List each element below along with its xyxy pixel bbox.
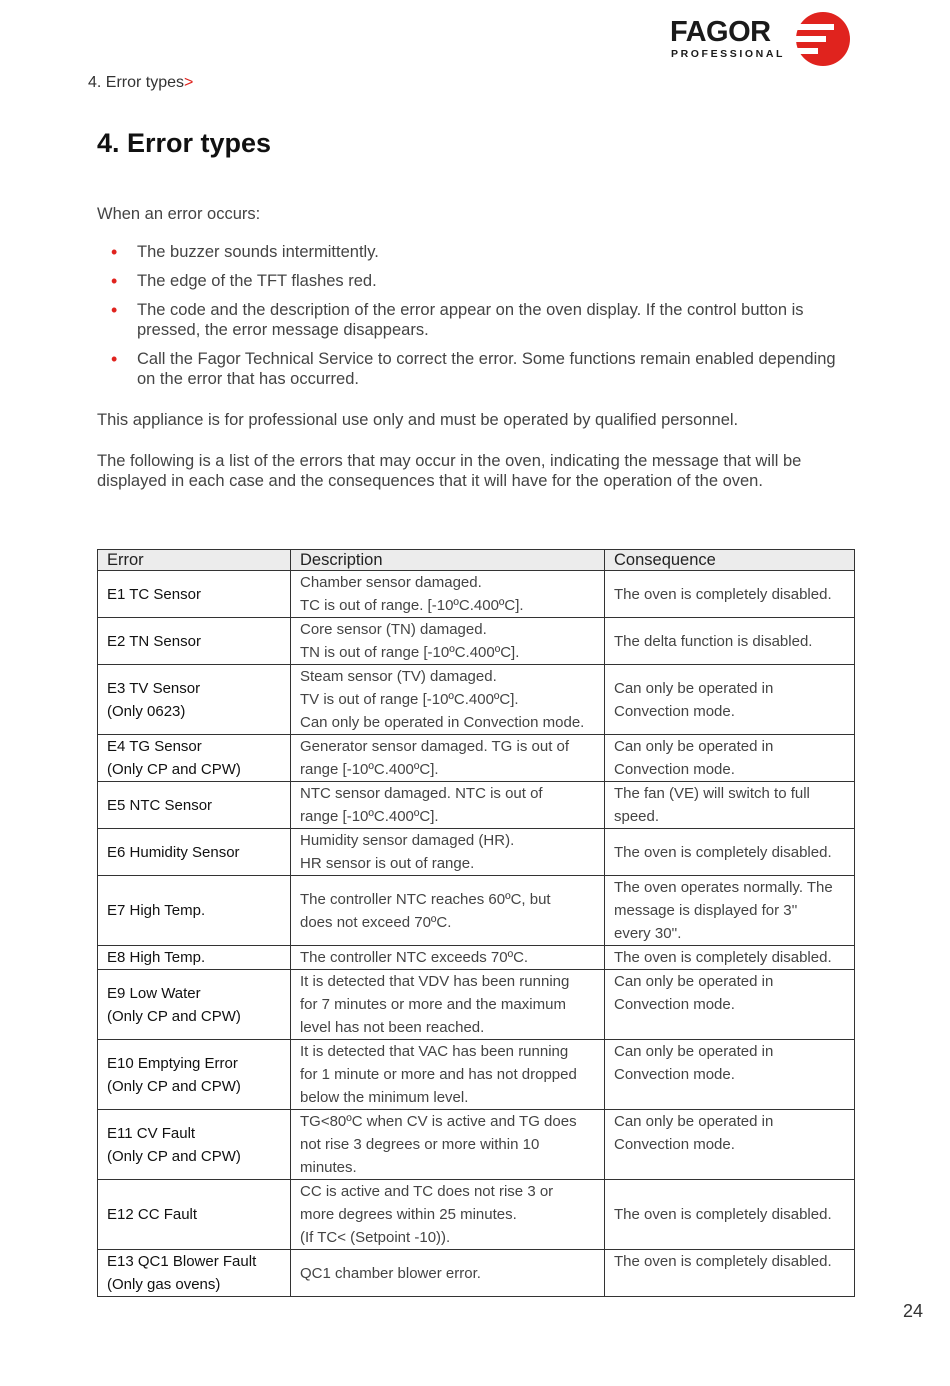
description-cell (291, 1180, 605, 1250)
consequence-cell (605, 1180, 855, 1250)
description-cell-line: Humidity sensor damaged (HR). (300, 832, 515, 849)
error-cell-line: E8 High Temp. (107, 949, 206, 966)
description-cell-line: below the minimum level. (300, 1089, 469, 1106)
column-header-error: Error (98, 550, 291, 571)
table-row (98, 1180, 855, 1250)
table-row (98, 946, 855, 970)
error-cell (98, 876, 291, 946)
error-cell (98, 1110, 291, 1180)
consequence-cell-line: The fan (VE) will switch to full (614, 785, 810, 802)
error-cell-line: (Only CP and CPW) (107, 761, 241, 778)
logo-subtitle: PROFESSIONAL (671, 48, 786, 60)
consequence-cell-line: speed. (614, 808, 660, 825)
bullet-text: The code and the description of the error appear on the oven display. If the control button is pressed, the error message disappears. (137, 301, 804, 339)
error-cell (98, 1180, 291, 1250)
error-cell-line: (Only CP and CPW) (107, 1077, 241, 1095)
description-cell-line: The controller NTC exceeds 70ºC. (300, 949, 529, 966)
bullet-item (97, 271, 857, 291)
description-cell-line: QC1 chamber blower error. (300, 1264, 481, 1282)
error-cell-line: E10 Emptying Error (107, 1054, 238, 1072)
consequence-cell (605, 571, 855, 618)
description-cell (291, 665, 605, 735)
description-cell (291, 618, 605, 665)
description-cell-line: for 1 minute or more and has not dropped (300, 1066, 577, 1083)
description-cell (291, 970, 605, 1040)
error-cell-line: E2 TN Sensor (107, 632, 201, 650)
table-row (98, 665, 855, 735)
description-cell (291, 571, 605, 618)
error-cell-line: E9 Low Water (107, 984, 201, 1002)
description-cell (291, 829, 605, 876)
bullet-dot-icon: • (111, 242, 118, 262)
description-cell-line: Steam sensor (TV) damaged. (300, 668, 497, 685)
error-cell-line: E6 Humidity Sensor (107, 843, 240, 861)
table-row (98, 1040, 855, 1110)
breadcrumb-separator: > (184, 74, 194, 91)
column-header-description: Description (291, 550, 605, 571)
consequence-cell-line: The oven is completely disabled. (614, 843, 832, 861)
consequence-cell-line: The oven is completely disabled. (614, 1253, 832, 1270)
table-row (98, 876, 855, 946)
logo-wordmark: FAGOR (670, 16, 771, 48)
error-list-intro: The following is a list of the errors that may occur in the oven, indicating the message that will be displayed in each case and the consequences that it will have for the operation of the oven. (97, 452, 802, 490)
description-cell-line: It is detected that VDV has been running (300, 973, 570, 990)
bullet-text: The buzzer sounds intermittently. (137, 243, 379, 261)
table-row (98, 829, 855, 876)
professional-use-note: This appliance is for professional use only and must be operated by qualified personnel. (97, 411, 739, 429)
description-cell-line: level has not been reached. (300, 1019, 485, 1036)
error-cell (98, 782, 291, 829)
consequence-cell-line: Convection mode. (614, 1136, 735, 1153)
description-cell-line: CC is active and TC does not rise 3 or (300, 1183, 554, 1200)
description-cell-line: not rise 3 degrees or more within 10 (300, 1136, 540, 1153)
description-cell-line: (If TC< (Setpoint -10)). (300, 1229, 451, 1246)
bullet-item (97, 300, 857, 340)
column-header-consequence: Consequence (605, 550, 855, 571)
bullet-item (97, 242, 857, 262)
bullet-item (97, 349, 857, 389)
consequence-cell (605, 665, 855, 735)
error-cell (98, 1250, 291, 1297)
bullet-text: The edge of the TFT flashes red. (137, 272, 377, 290)
error-cell (98, 618, 291, 665)
description-cell (291, 735, 605, 782)
description-cell-line: TV is out of range [-10ºC.400ºC]. (300, 691, 519, 708)
consequence-cell-line: message is displayed for 3'' (614, 902, 798, 919)
description-cell (291, 1250, 605, 1297)
consequence-cell (605, 1250, 855, 1297)
bullet-dot-icon: • (111, 271, 118, 291)
consequence-cell-line: Convection mode. (614, 702, 735, 720)
error-cell (98, 1040, 291, 1110)
table-row (98, 735, 855, 782)
table-row (98, 1110, 855, 1180)
consequence-cell (605, 970, 855, 1040)
consequence-cell-line: The oven is completely disabled. (614, 949, 832, 966)
consequence-cell-line: The oven is completely disabled. (614, 1206, 832, 1223)
description-cell (291, 1040, 605, 1110)
table-row (98, 618, 855, 665)
consequence-cell (605, 618, 855, 665)
consequence-cell-line: The oven is completely disabled. (614, 585, 832, 603)
consequence-cell-line: Can only be operated in (614, 1043, 774, 1060)
consequence-cell (605, 876, 855, 946)
consequence-cell-line: Can only be operated in (614, 738, 774, 755)
page-title: 4. Error types (97, 128, 272, 158)
description-cell-line: It is detected that VAC has been running (300, 1043, 569, 1060)
error-cell-line: (Only CP and CPW) (107, 1007, 241, 1025)
consequence-cell-line: Convection mode. (614, 761, 735, 778)
table-row (98, 970, 855, 1040)
description-cell-line: for 7 minutes or more and the maximum (300, 996, 566, 1013)
description-cell-line: The controller NTC reaches 60ºC, but (300, 890, 551, 908)
description-cell-line: minutes. (300, 1159, 357, 1176)
bullet-dot-icon: • (111, 300, 118, 320)
description-cell (291, 782, 605, 829)
error-cell (98, 571, 291, 618)
description-cell-line: range [-10ºC.400ºC]. (300, 761, 439, 778)
description-cell-line: Core sensor (TN) damaged. (300, 621, 487, 638)
error-cell-line: (Only CP and CPW) (107, 1147, 241, 1165)
error-cell (98, 829, 291, 876)
error-cell (98, 665, 291, 735)
description-cell (291, 1110, 605, 1180)
consequence-cell-line: Convection mode. (614, 996, 735, 1013)
error-table (97, 549, 855, 1297)
error-cell-line: E11 CV Fault (107, 1124, 196, 1142)
error-cell-line: E3 TV Sensor (107, 679, 201, 697)
consequence-cell (605, 735, 855, 782)
error-cell-line: E1 TC Sensor (107, 585, 201, 603)
error-cell-line: E4 TG Sensor (107, 738, 202, 755)
fagor-logo (668, 10, 854, 68)
consequence-cell-line: Convection mode. (614, 1066, 735, 1083)
error-cell-line: E12 CC Fault (107, 1206, 198, 1223)
table-row (98, 571, 855, 618)
consequence-cell-line: The oven operates normally. The (614, 879, 833, 896)
description-cell-line: HR sensor is out of range. (300, 855, 475, 872)
table-row (98, 782, 855, 829)
description-cell-line: TN is out of range [-10ºC.400ºC]. (300, 644, 520, 661)
table-row (98, 1250, 855, 1297)
description-cell-line: TG<80ºC when CV is active and TG does (300, 1113, 577, 1130)
description-cell-line: TC is out of range. [-10ºC.400ºC]. (300, 597, 524, 614)
bullet-text: Call the Fagor Technical Service to correct the error. Some functions remain enabled depending on the error that has occurred. (137, 350, 836, 388)
table-header-row (98, 550, 855, 571)
description-cell (291, 946, 605, 970)
breadcrumb-label: 4. Error types (88, 74, 185, 91)
fagor-emblem-icon (792, 10, 852, 68)
consequence-cell-line: Can only be operated in (614, 973, 774, 990)
error-cell-line: E5 NTC Sensor (107, 796, 213, 814)
description-cell-line: range [-10ºC.400ºC]. (300, 808, 439, 825)
description-cell-line: Can only be operated in Convection mode. (300, 714, 585, 731)
error-cell-line: (Only gas ovens) (107, 1276, 221, 1293)
error-cell-line: E13 QC1 Blower Fault (107, 1253, 257, 1270)
consequence-cell-line: Can only be operated in (614, 1113, 774, 1130)
error-cell-line: (Only 0623) (107, 702, 186, 720)
consequence-cell (605, 1110, 855, 1180)
consequence-cell (605, 946, 855, 970)
breadcrumb (88, 74, 193, 92)
error-cell (98, 946, 291, 970)
description-cell-line: does not exceed 70ºC. (300, 913, 452, 931)
description-cell (291, 876, 605, 946)
consequence-cell (605, 782, 855, 829)
description-cell-line: Generator sensor damaged. TG is out of (300, 738, 570, 755)
description-cell-line: more degrees within 25 minutes. (300, 1206, 517, 1223)
intro-text: When an error occurs: (97, 205, 261, 223)
page-number: 24 (903, 1301, 924, 1321)
error-cell (98, 735, 291, 782)
description-cell-line: NTC sensor damaged. NTC is out of (300, 785, 543, 802)
error-cell-line: E7 High Temp. (107, 902, 206, 919)
consequence-cell (605, 829, 855, 876)
consequence-cell-line: every 30''. (614, 925, 682, 942)
consequence-cell-line: The delta function is disabled. (614, 632, 813, 650)
consequence-cell-line: Can only be operated in (614, 679, 774, 697)
error-cell (98, 970, 291, 1040)
bullet-list (97, 242, 857, 398)
bullet-dot-icon: • (111, 349, 118, 369)
consequence-cell (605, 1040, 855, 1110)
description-cell-line: Chamber sensor damaged. (300, 574, 482, 591)
